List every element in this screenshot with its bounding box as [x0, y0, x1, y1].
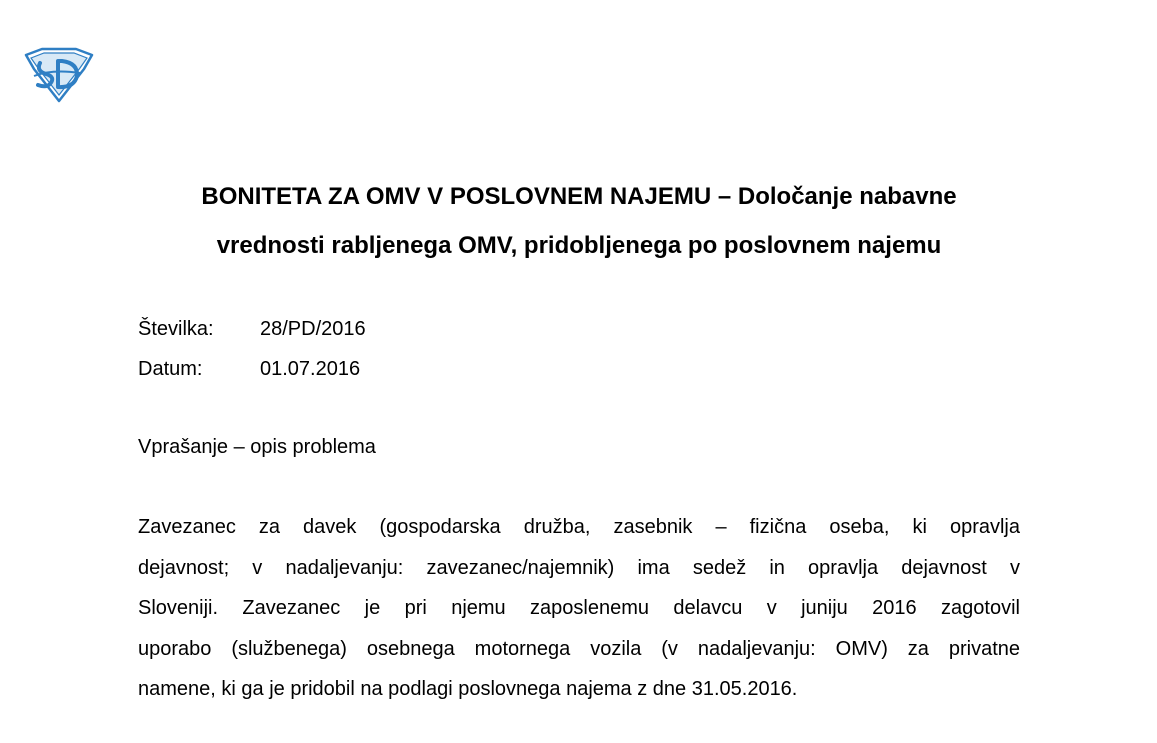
meta-row-number [138, 309, 366, 349]
meta-row-date [138, 349, 366, 389]
document-title [138, 172, 1020, 270]
paragraph-line: namene, ki ga je pridobil na podlagi poslovnega najema z dne 31.05.2016. [138, 678, 798, 700]
number-label: Številka: [138, 318, 214, 340]
title-line-2: vrednosti rabljenega OMV, pridobljenega po poslovnem najemu [216, 232, 942, 259]
paragraph-line: uporabo (službenega) osebnega motornega vozila (v nadaljevanju: OMV) za privatne [138, 637, 1020, 660]
paragraph-line: dejavnost; v nadaljevanju: zavezanec/najemnik) ima sedež in opravlja dejavnost v [138, 556, 1020, 579]
title-line-1: BONITETA ZA OMV V POSLOVNEM NAJEMU – Določanje nabavne [201, 183, 957, 210]
paragraph-line: Sloveniji. Zavezanec je pri njemu zaposlenemu delavcu v juniju 2016 zagotovil [138, 597, 1020, 619]
document-meta [138, 309, 366, 389]
shield-logo-icon [22, 47, 96, 103]
date-label: Datum: [138, 358, 203, 380]
section-heading: Vprašanje – opis problema [138, 436, 376, 458]
body-paragraph [138, 507, 1020, 710]
paragraph-line: Zavezanec za davek (gospodarska družba, zasebnik – fizična oseba, ki opravlja [138, 516, 1020, 538]
number-value: 28/PD/2016 [260, 318, 366, 340]
date-value: 01.07.2016 [260, 358, 361, 380]
